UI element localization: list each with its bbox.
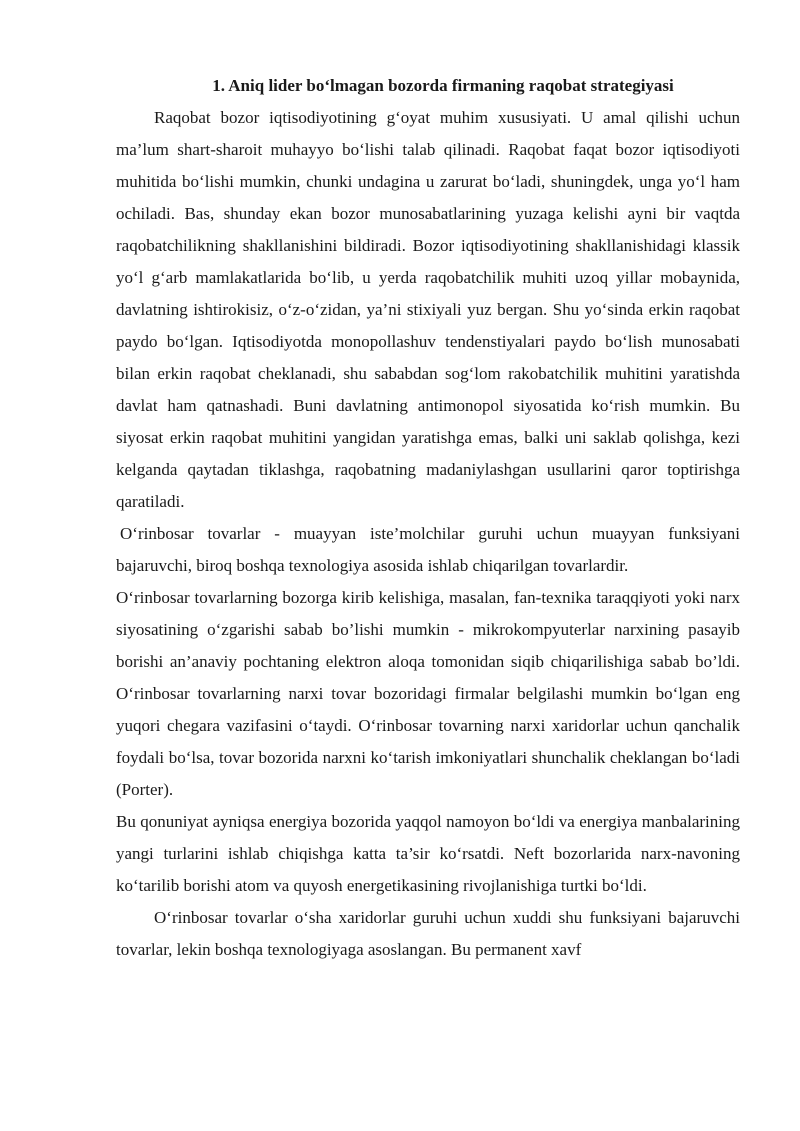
paragraph-competition: Raqobat bozor iqtisodiyotining g‘oyat muhim xususiyati. U amal qilishi uchun ma’lum shart-sharoit muhayyo bo‘lishi talab qilinadi. Raqobat faqat bozor iqtisodiyoti muhitida bo‘lishi mumkin, chunki undagina u zarurat bo‘ladi, shuningdek, unga yo‘l ham ochiladi. Bas, shunday ekan bozor munosabatlarining yuzaga kelishi ayni bir vaqtda raqobatchilikning shakllanishini bildiradi. Bozor iqtisodiyotining shakllanishidagi klassik yo‘l g‘arb mamlakatlarida bo‘lib, u yerda raqobatchilik muhiti uzoq yillar mobaynida, davlatning ishtirokisiz, o‘z-o‘zidan, ya’ni stixiyali yuz bergan. Shu yo‘sinda erkin raqobat paydo bo‘lgan. Iqtisodiyotda monopollashuv tendenstiyalari paydo bo‘lish munosabati bilan erkin raqobat cheklanadi, shu sababdan sog‘lom rakobatchilik muhitini yaratishda davlat ham qatnashadi. Buni davlatning antimonopol siyosatida ko‘rish mumkin. Bu siyosat erkin raqobat muhitini yangidan yaratishga emas, balki uni saklab qolishga, kezi kelganda qaytadan tiklashga, raqobatning madaniylashgan usullarini qaror toptirishga qaratiladi. (116, 108, 740, 511)
section-heading: 1. Aniq lider bo‘lmagan bozorda firmaning raqobat strategiyasi (212, 76, 674, 95)
paragraph-energy-market: Bu qonuniyat ayniqsa energiya bozorida yaqqol namoyon bo‘ldi va energiya manbalarining yangi turlarini ishlab chiqishga katta ta’sir ko‘rsatdi. Neft bozorlarida narx-navoning ko‘tarilib borishi atom va quyosh energetikasining rivojlanishiga turtki bo‘ldi. (116, 812, 740, 895)
paragraph-substitute-definition: O‘rinbosar tovarlar - muayyan iste’molchilar guruhi uchun muayyan funksiyani bajaruvchi, biroq boshqa texnologiya asosida ishlab chiqarilgan tovarlardir. (116, 524, 740, 575)
paragraph-substitute-entry: O‘rinbosar tovarlarning bozorga kirib kelishiga, masalan, fan-texnika taraqqiyoti yoki narx siyosatining o‘zgarishi sabab bo’lishi mumkin - mikrokompyuterlar narxining pasayib borishi an’anaviy pochtaning elektron aloqa tomonidan siqib chiqarilishiga sabab bo’ldi. O‘rinbosar tovarlarning narxi tovar bozoridagi firmalar belgilashi mumkin bo‘lgan eng yuqori chegara vazifasini o‘taydi. O‘rinbosar tovarning narxi xaridorlar uchun qanchalik foydali bo‘lsa, tovar bozorida narxni ko‘tarish imkoniyatlari shunchalik cheklangan bo‘ladi (Porter). (116, 588, 740, 799)
paragraph-substitute-goods: O‘rinbosar tovarlar o‘sha xaridorlar guruhi uchun xuddi shu funksiyani bajaruvchi tovarlar, lekin boshqa texnologiyaga asoslangan. Bu permanent xavf (116, 908, 740, 959)
document-page (116, 70, 740, 966)
